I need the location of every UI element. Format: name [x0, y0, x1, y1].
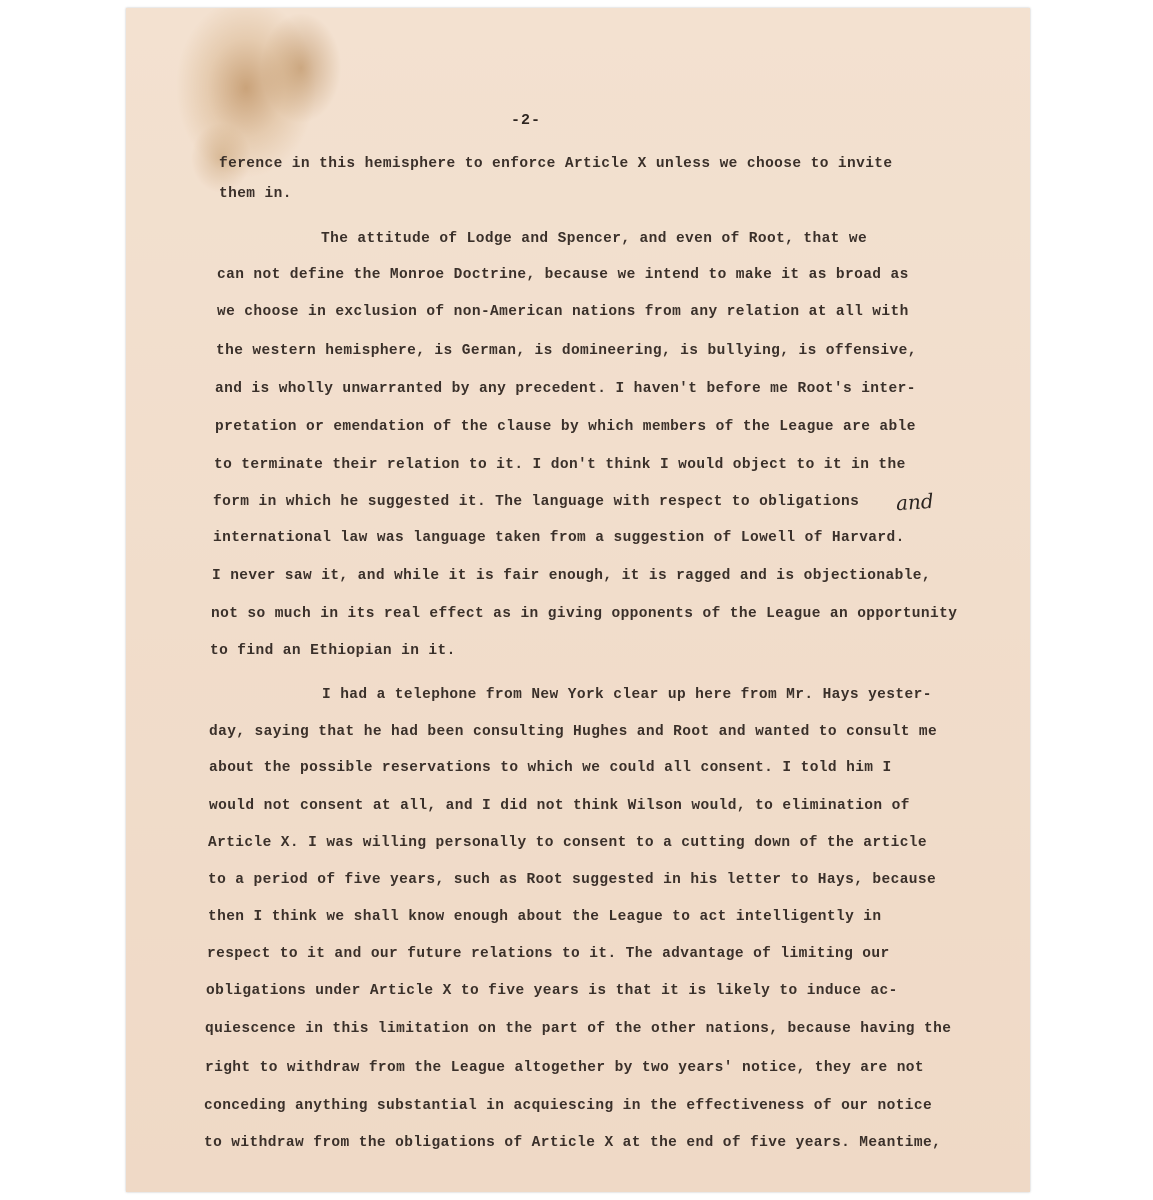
text-line: to find an Ethiopian in it. [210, 643, 456, 659]
text-line: I never saw it, and while it is fair enough, it is ragged and is objectionable, [212, 568, 932, 584]
text-line: the western hemisphere, is German, is domineering, is bullying, is offensive, [216, 343, 917, 359]
text-line: day, saying that he had been consulting Hughes and Root and wanted to consult me [209, 724, 938, 740]
text-line: then I think we shall know enough about the League to act intelligently in [208, 909, 882, 925]
document-page [126, 8, 1030, 1192]
text-line: ference in this hemisphere to enforce Article X unless we choose to invite [219, 156, 893, 172]
text-line: and is wholly unwarranted by any precedent. I haven't before me Root's inter- [215, 381, 916, 397]
text-line: can not define the Monroe Doctrine, because we intend to make it as broad as [217, 267, 909, 283]
text-line: not so much in its real effect as in giving opponents of the League an opportunity [211, 606, 958, 622]
page-number: -2- [510, 112, 541, 129]
text-line: Article X. I was willing personally to consent to a cutting down of the article [208, 835, 928, 851]
text-line: about the possible reservations to which we could all consent. I told him I [209, 760, 892, 776]
handwritten-insert: and [895, 488, 935, 516]
text-line: them in. [219, 186, 292, 202]
text-line: to a period of five years, such as Root suggested in his letter to Hays, because [208, 872, 937, 888]
text-line: we choose in exclusion of non-American nations from any relation at all with [217, 304, 909, 320]
text-line: form in which he suggested it. The language with respect to obligations [213, 494, 860, 510]
text-line: pretation or emendation of the clause by which members of the League are able [215, 419, 916, 435]
text-line: The attitude of Lodge and Spencer, and even of Root, that we [321, 231, 868, 247]
text-line: right to withdraw from the League altogether by two years' notice, they are not [205, 1060, 925, 1076]
text-line: international law was language taken from a suggestion of Lowell of Harvard. [213, 530, 905, 546]
text-line: to terminate their relation to it. I don't think I would object to it in the [214, 457, 906, 473]
text-line: to withdraw from the obligations of Article X at the end of five years. Meantime, [204, 1135, 942, 1151]
text-line: respect to it and our future relations to it. The advantage of limiting our [207, 946, 890, 962]
text-line: I had a telephone from New York clear up here from Mr. Hays yester- [322, 687, 932, 703]
text-line: obligations under Article X to five years is that it is likely to induce ac- [206, 983, 898, 999]
text-line: conceding anything substantial in acquiescing in the effectiveness of our notice [204, 1098, 933, 1114]
text-line: would not consent at all, and I did not think Wilson would, to elimination of [209, 798, 910, 814]
text-line: quiescence in this limitation on the part of the other nations, because having the [205, 1021, 952, 1037]
